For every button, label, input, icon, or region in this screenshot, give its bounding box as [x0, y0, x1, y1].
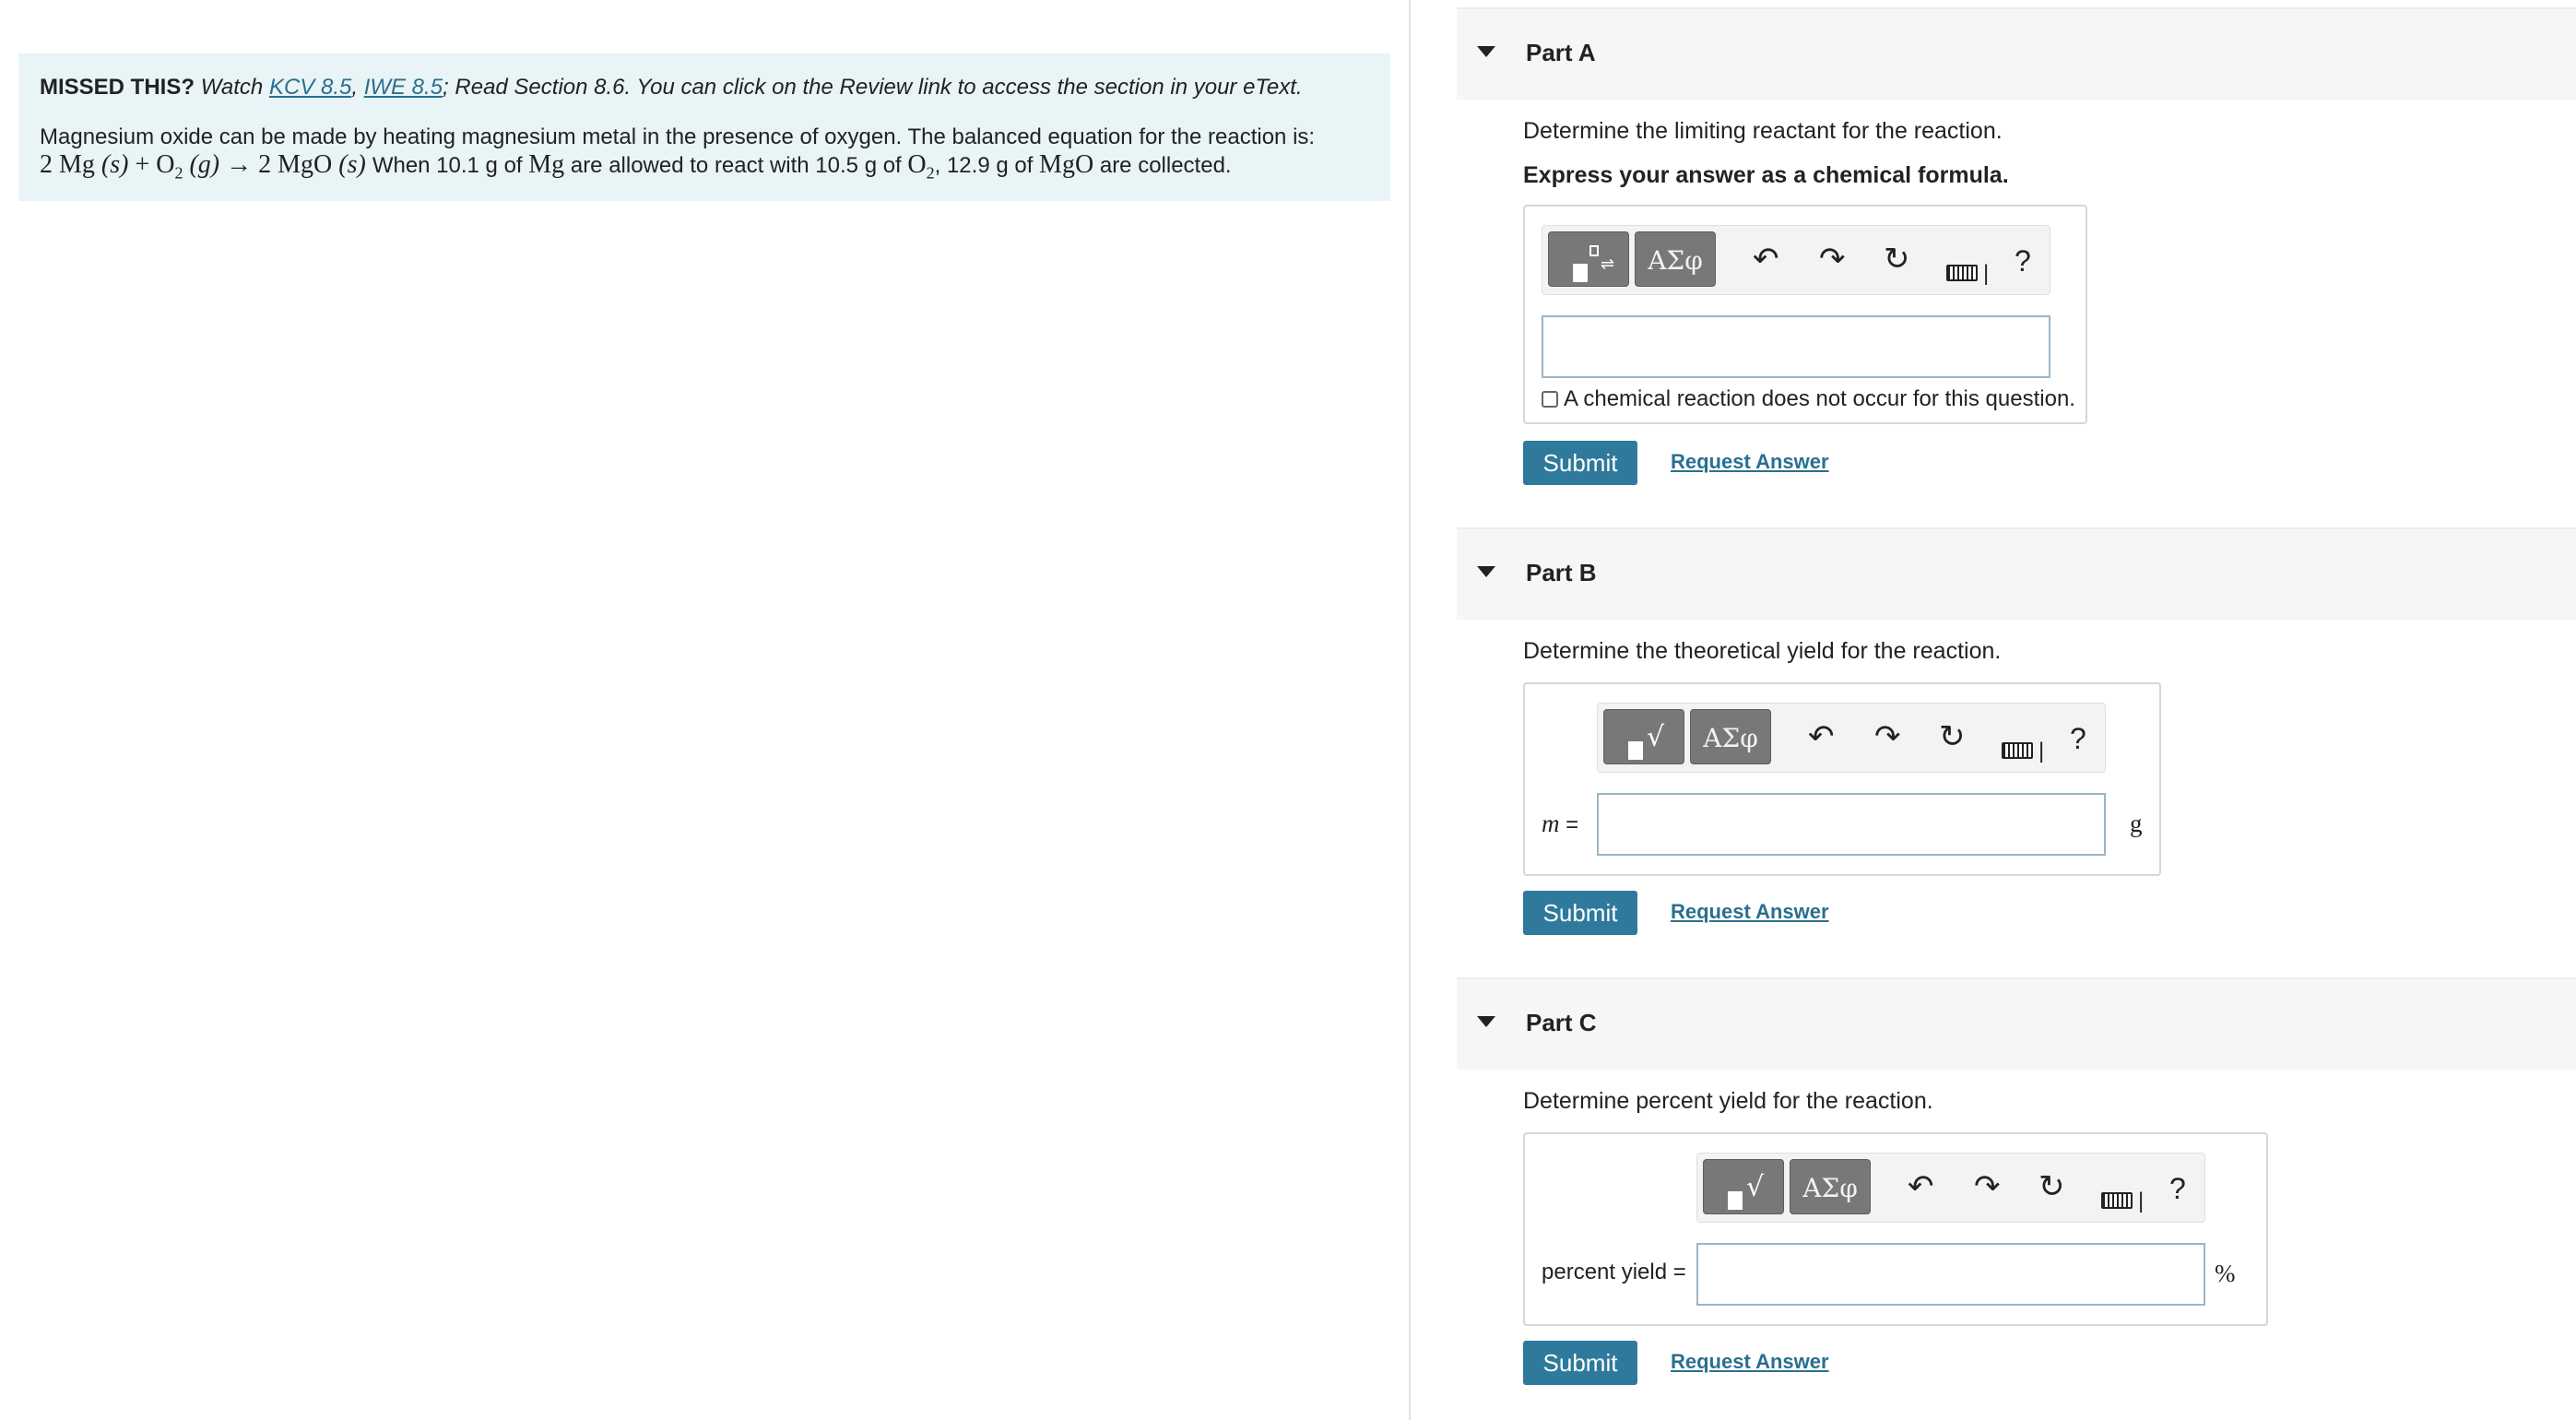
percent-yield-label: percent yield = — [1542, 1260, 1686, 1284]
sentence-o2 — [907, 150, 935, 183]
part-a-answer-box — [1523, 205, 2087, 424]
mass-unit: g — [2130, 810, 2143, 837]
sentence-allowed: are allowed to react with 10.5 g of — [570, 153, 902, 178]
part-b-answer-box — [1523, 682, 2161, 876]
keyboard-divider: | — [1983, 261, 1990, 286]
eq-plus: + — [135, 150, 150, 179]
comma-text: , — [351, 75, 359, 100]
redo-icon[interactable]: ↷ — [1874, 718, 1901, 755]
balanced-equation — [40, 150, 372, 183]
redo-icon[interactable]: ↷ — [1819, 241, 1846, 278]
eq-state3: (s) — [338, 150, 366, 179]
part-a-header[interactable] — [1457, 7, 2576, 100]
part-a-title: Part A — [1526, 39, 1596, 66]
templates-icon[interactable]: √ — [1603, 709, 1684, 764]
undo-icon[interactable]: ↶ — [1753, 241, 1779, 278]
help-icon[interactable]: ? — [2015, 244, 2031, 278]
part-c-prompt: Determine percent yield for the reaction. — [1523, 1088, 1933, 1114]
keyboard-icon[interactable] — [2002, 742, 2033, 759]
mass-equals: = — [1559, 812, 1579, 837]
iwe-link[interactable]: IWE 8.5 — [363, 75, 443, 100]
sentence-o2-sub: 2 — [926, 163, 935, 183]
no-reaction-label: A chemical reaction does not occur for this question. — [1564, 386, 2075, 411]
reset-icon[interactable]: ↻ — [2038, 1168, 2065, 1205]
part-a-instruction: Express your answer as a chemical formula. — [1523, 162, 2009, 188]
part-c-answer-input[interactable] — [1696, 1243, 2205, 1306]
kcv-link[interactable]: KCV 8.5 — [268, 75, 352, 100]
sentence-mgo: MgO — [1039, 150, 1094, 179]
keyboard-divider: | — [2138, 1189, 2145, 1213]
no-reaction-checkbox-row[interactable] — [1542, 386, 2075, 412]
sentence-o2-symbol: O — [907, 150, 927, 179]
help-icon[interactable]: ? — [2169, 1172, 2186, 1205]
caret-down-icon[interactable] — [1477, 46, 1495, 57]
eq-arrow: → — [226, 150, 253, 179]
part-b-header[interactable] — [1457, 527, 2576, 620]
part-c-answer-box — [1523, 1132, 2268, 1326]
no-reaction-checkbox[interactable] — [1542, 391, 1558, 408]
mass-variable-label — [1542, 810, 1578, 838]
keyboard-icon[interactable] — [1946, 265, 1978, 281]
eq-coef1: 2 — [40, 150, 53, 179]
part-c-title: Part C — [1526, 1009, 1597, 1036]
percent-unit: % — [2215, 1260, 2236, 1287]
eq-state2: (g) — [189, 150, 220, 179]
part-c-toolbar — [1696, 1153, 2205, 1223]
keyboard-divider: | — [2038, 739, 2045, 763]
keyboard-icon[interactable] — [2101, 1192, 2133, 1209]
answer-pane — [1457, 0, 2576, 1420]
eq-o2: O — [156, 150, 175, 179]
templates-icon[interactable]: √ — [1703, 1159, 1784, 1214]
problem-paragraph: Magnesium oxide can be made by heating magnesium metal in the presence of oxygen. The balanced equation for the reaction is: — [40, 124, 1316, 149]
redo-icon[interactable]: ↷ — [1974, 1168, 2001, 1205]
templates-icon[interactable]: ⇌ — [1548, 231, 1629, 287]
part-b-title: Part B — [1526, 559, 1597, 586]
part-b-request-answer-link[interactable]: Request Answer — [1671, 900, 1829, 923]
sentence-mass: , 12.9 g of — [934, 153, 1034, 178]
caret-down-icon[interactable] — [1477, 1016, 1495, 1027]
eq-coef2: 2 — [258, 150, 272, 179]
part-a-request-answer-link[interactable]: Request Answer — [1671, 450, 1829, 473]
part-c-header[interactable] — [1457, 977, 2576, 1070]
equation-line — [40, 151, 1369, 187]
sentence-collected: are collected. — [1099, 153, 1232, 178]
read-text: ; Read Section 8.6. You can click on the Review link to access the section in your eText. — [443, 75, 1303, 100]
part-b-toolbar — [1597, 703, 2106, 773]
undo-icon[interactable]: ↶ — [1808, 718, 1835, 755]
problem-intro — [18, 53, 1390, 201]
reset-icon[interactable]: ↻ — [1939, 718, 1966, 755]
part-b-submit-button[interactable]: Submit — [1523, 891, 1637, 935]
eq-o2-sub: 2 — [174, 163, 183, 183]
eq-mg: Mg — [59, 150, 95, 179]
part-b-prompt: Determine the theoretical yield for the reaction. — [1523, 638, 2002, 664]
sentence-mg: Mg — [528, 150, 565, 179]
greek-symbols-icon[interactable]: ΑΣφ — [1790, 1159, 1871, 1214]
help-icon[interactable]: ? — [2070, 722, 2086, 755]
greek-symbols-icon[interactable]: ΑΣφ — [1635, 231, 1716, 287]
part-c-submit-button[interactable]: Submit — [1523, 1341, 1637, 1385]
missed-this-line — [40, 74, 1369, 101]
caret-down-icon[interactable] — [1477, 566, 1495, 577]
undo-icon[interactable]: ↶ — [1908, 1168, 1934, 1205]
greek-symbols-icon[interactable]: ΑΣφ — [1690, 709, 1771, 764]
part-a-toolbar — [1542, 225, 2050, 295]
missed-label: MISSED THIS? — [40, 75, 195, 100]
eq-mgo: MgO — [278, 150, 333, 179]
eq-state1: (s) — [100, 150, 129, 179]
watch-text: Watch — [200, 75, 264, 100]
mass-variable: m — [1542, 810, 1560, 837]
reset-icon[interactable]: ↻ — [1884, 241, 1910, 278]
part-a-answer-input[interactable] — [1542, 315, 2050, 378]
part-c-request-answer-link[interactable]: Request Answer — [1671, 1350, 1829, 1373]
part-b-answer-input[interactable] — [1597, 793, 2106, 856]
part-a-prompt: Determine the limiting reactant for the reaction. — [1523, 118, 2003, 144]
part-a-submit-button[interactable]: Submit — [1523, 441, 1637, 485]
sentence-when: When 10.1 g of — [372, 153, 523, 178]
